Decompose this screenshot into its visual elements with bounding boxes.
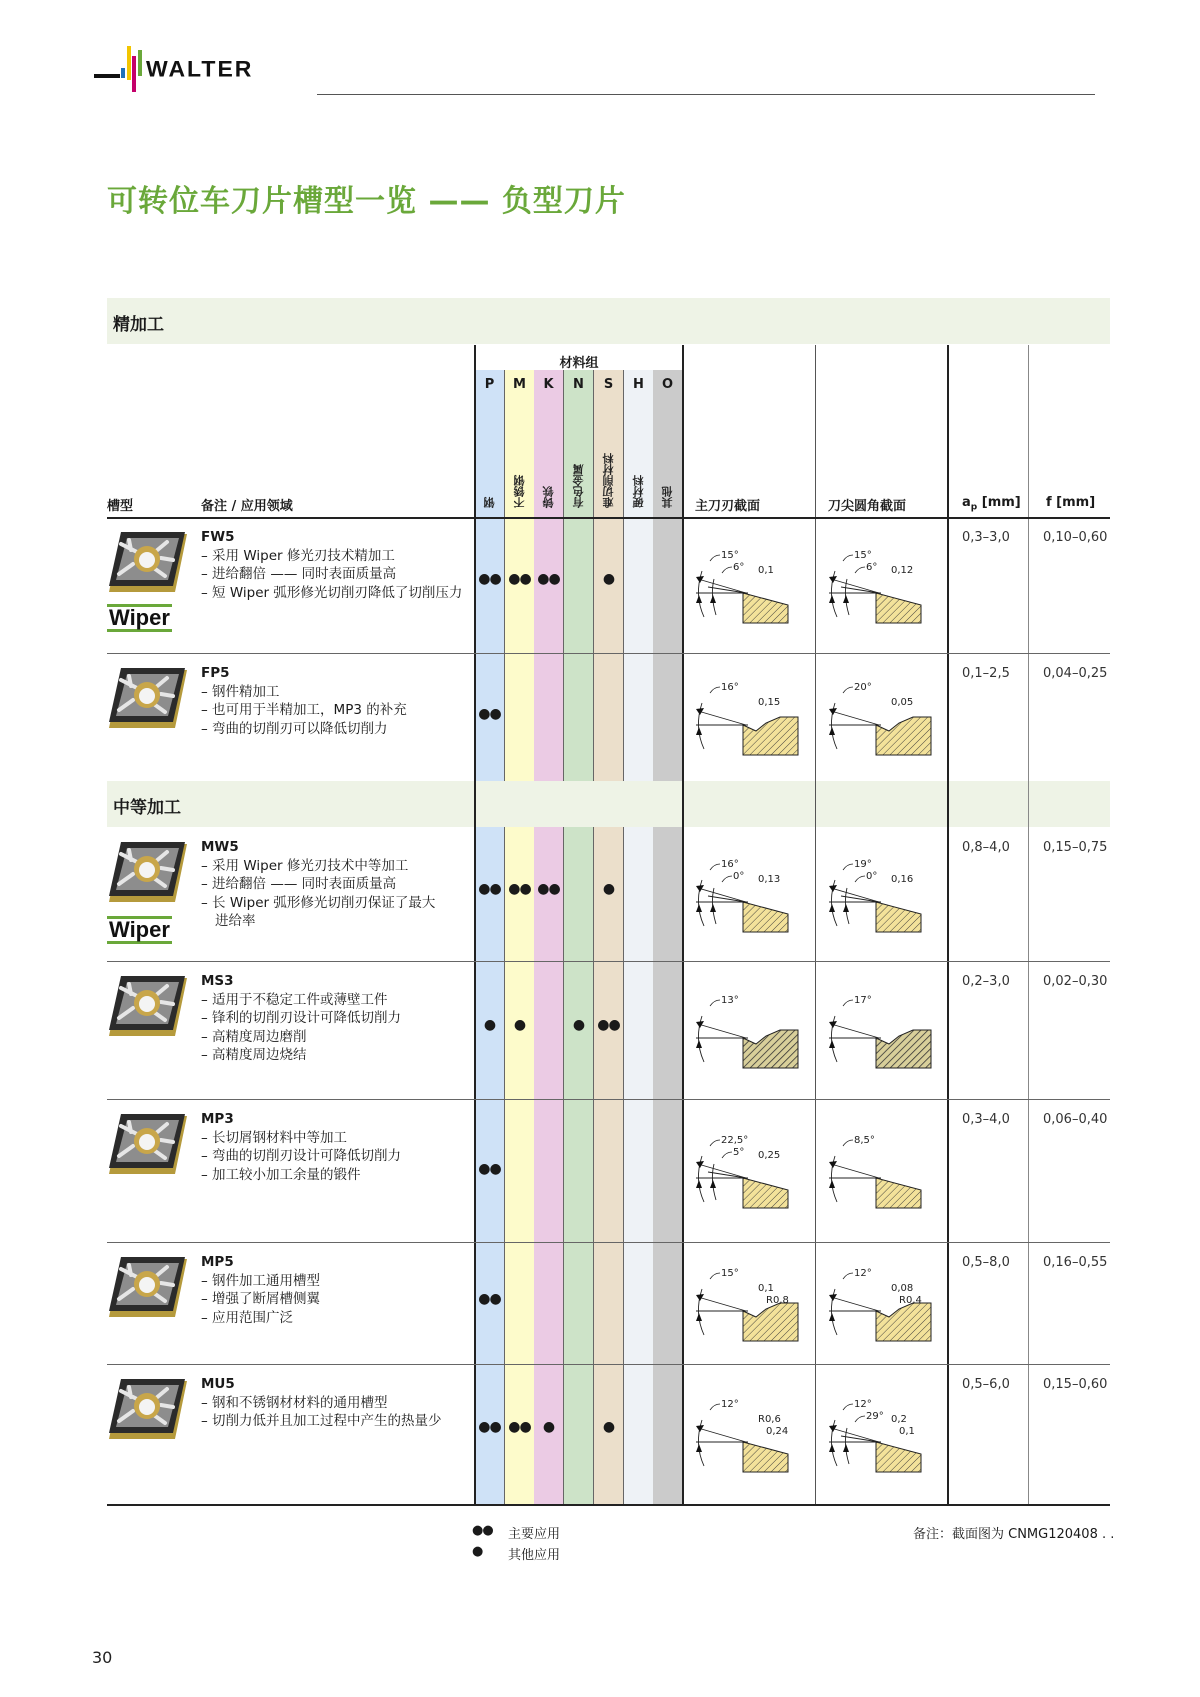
angle-label: 15° [721,550,739,561]
description-line: 进给率 [215,913,256,929]
legend-label: 其他应用 [508,1548,561,1563]
material-letter-k: K [543,377,554,392]
description-line: – 钢件精加工 [201,683,280,700]
ap-unit: [mm] [977,495,1021,510]
insert-image [107,840,187,912]
row-divider [107,1364,1110,1365]
material-name: 钢 [483,497,496,508]
main-edge-section-diagram [688,1261,813,1351]
angle-label: 15° [854,550,872,561]
material-name: 其他 [661,486,674,508]
rating-p: ●● [478,1161,501,1177]
rating-p: ●● [478,571,501,587]
svg-text:0,1: 0,1 [758,1283,774,1294]
geometry-code: FW5 [201,529,235,545]
angle-label: 0° [866,871,878,882]
table-row-mp5 [107,1247,1110,1364]
insert-thumbnail [107,530,187,602]
corner-section-cell [821,543,946,637]
main-edge-section-cell [688,988,813,1082]
corner-section-cell [821,1261,946,1355]
angle-label: 5° [733,1147,745,1158]
material-letter-o: O [661,377,674,392]
row-divider [107,1099,1110,1100]
f-value: 0,06–0,40 [1043,1112,1108,1127]
geometry-description [201,1375,442,1431]
material-letter-m: M [513,377,526,392]
description-line: – 也可用于半精加工，MP3 的补充 [201,702,407,718]
angle-label: 13° [721,995,739,1006]
material-name-cell [653,420,683,512]
main-edge-section-cell [688,852,813,946]
page-title: 可转位车刀片槽型一览 —— 负型刀片 [107,184,626,219]
rating-s: ● [602,571,615,587]
main-edge-section-cell [688,1261,813,1355]
angle-label: 6° [866,562,878,573]
angle-label: 15° [721,1268,739,1279]
rating-k: ●● [537,881,560,897]
material-name-cell [475,420,505,512]
geometry-code: MP3 [201,1111,234,1127]
f-value: 0,16–0,55 [1043,1255,1108,1270]
svg-text:0,15: 0,15 [758,697,781,708]
insert-thumbnail [107,840,187,912]
insert-thumbnail [107,1112,187,1184]
ap-value: 0,3–4,0 [962,1112,1010,1127]
corner-section-diagram [821,988,946,1078]
table-row-mp3 [107,1104,1110,1242]
rating-k: ● [542,1419,555,1435]
rating-s: ●● [597,1017,620,1033]
angle-label: 8,5° [854,1135,875,1146]
footnote: 备注：截面图为 CNMG120408 . . [913,1527,1115,1542]
legend-symbol: ● [472,1544,484,1559]
material-name-cell [534,420,564,512]
ap-value: 0,1–2,5 [962,666,1010,681]
logo-bar-green [138,50,142,76]
section-title: 中等加工 [113,798,181,818]
angle-label: 22,5° [721,1135,749,1146]
row-divider [107,653,1110,654]
insert-image [107,974,187,1046]
description-line: – 高精度周边磨削 [201,1028,307,1045]
svg-text:0,1: 0,1 [758,565,774,576]
insert-thumbnail [107,1255,187,1327]
main-edge-section-diagram [688,852,813,942]
legend [472,1523,560,1563]
section-band-medium [107,781,1110,827]
angle-label: 19° [854,859,872,870]
f-header: f [mm] [1046,495,1096,510]
corner-section-diagram [821,1392,946,1482]
insert-thumbnail [107,666,187,738]
angle-label: 12° [721,1399,739,1410]
row-divider [107,1242,1110,1243]
material-letter-n: N [573,377,584,392]
logo-bar-yellow [127,46,131,80]
rating-s: ● [602,1419,615,1435]
material-name: 不锈钢 [513,475,526,508]
corner-section-diagram [821,1128,946,1218]
geometry-description [201,972,401,1065]
angle-label: 6° [733,562,745,573]
ap-value: 0,5–8,0 [962,1255,1010,1270]
geometry-description [201,664,407,738]
description-line: – 长切屑钢材料中等加工 [201,1129,348,1146]
ap-label: a [962,495,971,510]
corner-section-cell [821,1392,946,1486]
description-line: – 采用 Wiper 修光刃技术精加工 [201,547,395,564]
main-edge-section-cell [688,543,813,637]
svg-text:0,16: 0,16 [891,874,914,885]
geometry-description [201,1253,320,1327]
svg-text:0,24: 0,24 [766,1426,789,1437]
insert-image [107,666,187,738]
geometry-code: MP5 [201,1254,234,1270]
logo-bar-magenta [132,56,136,92]
main-edge-section-diagram [688,1128,813,1218]
main-edge-section-cell [688,1128,813,1222]
rating-s: ● [602,881,615,897]
description-line: – 切削力低并且加工过程中产生的热量少 [201,1413,442,1429]
geometry-code: MW5 [201,839,239,855]
insert-image [107,530,187,602]
rating-m: ●● [508,1419,531,1435]
material-name-cell [624,420,654,512]
geometry-code: MU5 [201,1376,235,1392]
material-name: 硬材料 [632,475,645,508]
angle-label: 29° [866,1411,884,1422]
section-band-finishing [107,298,1110,344]
angle-label: 12° [854,1268,872,1279]
rating-m: ●● [508,571,531,587]
row-divider [107,961,1110,962]
corner-section-cell [821,675,946,769]
legend-symbol: ●● [472,1523,493,1538]
rating-p: ● [483,1017,496,1033]
insert-thumbnail [107,1377,187,1449]
geometry-description [201,1110,401,1184]
page-number: 30 [92,1648,113,1667]
description-line: – 弯曲的切削刃可以降低切削力 [201,720,388,737]
legend-item-main [472,1523,560,1542]
f-value: 0,15–0,75 [1043,840,1108,855]
insert-image [107,1112,187,1184]
ap-subscript: p [970,502,978,513]
rating-p: ●● [478,1291,501,1307]
logo-wordmark: WALTER [146,56,254,82]
material-group-header: 材料组 [559,356,599,371]
angle-label: 0° [733,871,745,882]
legend-item-other [472,1544,560,1563]
rating-n: ● [572,1017,585,1033]
angle-label: 12° [854,1399,872,1410]
geometry-code: FP5 [201,665,230,681]
description-line: – 采用 Wiper 修光刃技术中等加工 [201,857,409,874]
svg-text:0,13: 0,13 [758,874,781,885]
table-row-fp5 [107,658,1110,781]
angle-label: 16° [721,859,739,870]
corner-section-diagram [821,1261,946,1351]
description-line: – 应用范围广泛 [201,1309,294,1326]
material-name: 有色金属 [572,464,585,508]
svg-text:0,2: 0,2 [891,1414,907,1425]
material-name: 铸铁 [542,486,555,508]
main-edge-section-header: 主刀刃截面 [695,499,761,514]
description-line: – 增强了断屑槽侧翼 [201,1291,321,1307]
corner-section-cell [821,1128,946,1222]
svg-text:0,1: 0,1 [899,1426,915,1437]
description-line: – 短 Wiper 弧形修光切削刃降低了切削压力 [201,584,463,601]
corner-section-diagram [821,675,946,765]
svg-text:0,25: 0,25 [758,1150,781,1161]
f-value: 0,10–0,60 [1043,530,1108,545]
rating-p: ●● [478,881,501,897]
geometry-header: 槽型 [107,499,134,514]
svg-text:R0,8: R0,8 [766,1295,789,1306]
material-name-cell [505,420,535,512]
angle-label: 20° [854,682,872,693]
svg-text:R0,4: R0,4 [899,1295,922,1306]
description-line: – 钢件加工通用槽型 [201,1272,321,1289]
geometry-description [201,838,435,931]
main-edge-section-diagram [688,1392,813,1482]
description-line: – 钢和不锈钢材材料的通用槽型 [201,1394,388,1411]
legend-label: 主要应用 [508,1527,561,1542]
geometry-description [201,528,462,602]
main-edge-section-diagram [688,675,813,765]
table-row-fw5 [107,522,1110,653]
main-edge-section-cell [688,675,813,769]
ap-header [962,495,1021,513]
description-line: – 锋利的切削刃设计可降低切削力 [201,1010,402,1026]
geometry-code: MS3 [201,973,234,989]
angle-label: 17° [854,995,872,1006]
header-rule-bottom [107,517,1110,519]
f-value: 0,15–0,60 [1043,1377,1108,1392]
corner-section-cell [821,852,946,946]
material-letter-h: H [633,377,644,392]
svg-text:0,05: 0,05 [891,697,914,708]
f-value: 0,04–0,25 [1043,666,1108,681]
material-letter-s: S [603,377,614,392]
main-edge-section-cell [688,1392,813,1486]
remarks-header: 备注 / 应用领域 [201,499,293,514]
insert-thumbnail [107,974,187,1046]
angle-label: 16° [721,682,739,693]
material-name: 难切削材料 [602,453,615,508]
corner-section-header: 刀尖圆角截面 [828,499,907,514]
svg-text:0,08: 0,08 [891,1283,914,1294]
table-row-mu5 [107,1369,1110,1504]
ap-value: 0,2–3,0 [962,974,1010,989]
table-bottom-rule [107,1504,1110,1506]
section-title: 精加工 [113,315,164,335]
rating-m: ●● [508,881,531,897]
insert-image [107,1255,187,1327]
corner-section-cell [821,988,946,1082]
main-edge-section-diagram [688,988,813,1078]
f-value: 0,02–0,30 [1043,974,1108,989]
description-line: – 进给翻倍 —— 同时表面质量高 [201,876,397,892]
wiper-badge: Wiper [109,917,170,942]
corner-section-diagram [821,852,946,942]
wiper-badge: Wiper [109,605,170,630]
logo-dash [94,74,120,78]
table-row-ms3 [107,966,1110,1099]
description-line: – 进给翻倍 —— 同时表面质量高 [201,566,397,582]
svg-text:R0,6: R0,6 [758,1414,781,1425]
description-line: – 高精度周边烧结 [201,1047,307,1063]
material-name-cell [594,420,624,512]
rating-p: ●● [478,706,501,722]
material-name-cell [564,420,594,512]
ap-value: 0,5–6,0 [962,1377,1010,1392]
rating-p: ●● [478,1419,501,1435]
rating-m: ● [513,1017,526,1033]
description-line: – 适用于不稳定工件或薄壁工件 [201,991,388,1008]
logo-bar-blue [121,68,125,78]
ap-value: 0,3–3,0 [962,530,1010,545]
ap-value: 0,8–4,0 [962,840,1010,855]
description-line: – 弯曲的切削刃设计可降低切削力 [201,1148,402,1164]
description-line: – 长 Wiper 弧形修光切削刃保证了最大 [201,894,436,911]
material-letter-p: P [484,377,495,392]
main-edge-section-diagram [688,543,813,633]
corner-section-diagram [821,543,946,633]
rating-k: ●● [537,571,560,587]
table-row-mw5 [107,832,1110,961]
description-line: – 加工较小加工余量的锻件 [201,1166,361,1183]
walter-logo [94,44,294,94]
insert-image [107,1377,187,1449]
header-rule [317,94,1095,95]
svg-text:0,12: 0,12 [891,565,914,576]
